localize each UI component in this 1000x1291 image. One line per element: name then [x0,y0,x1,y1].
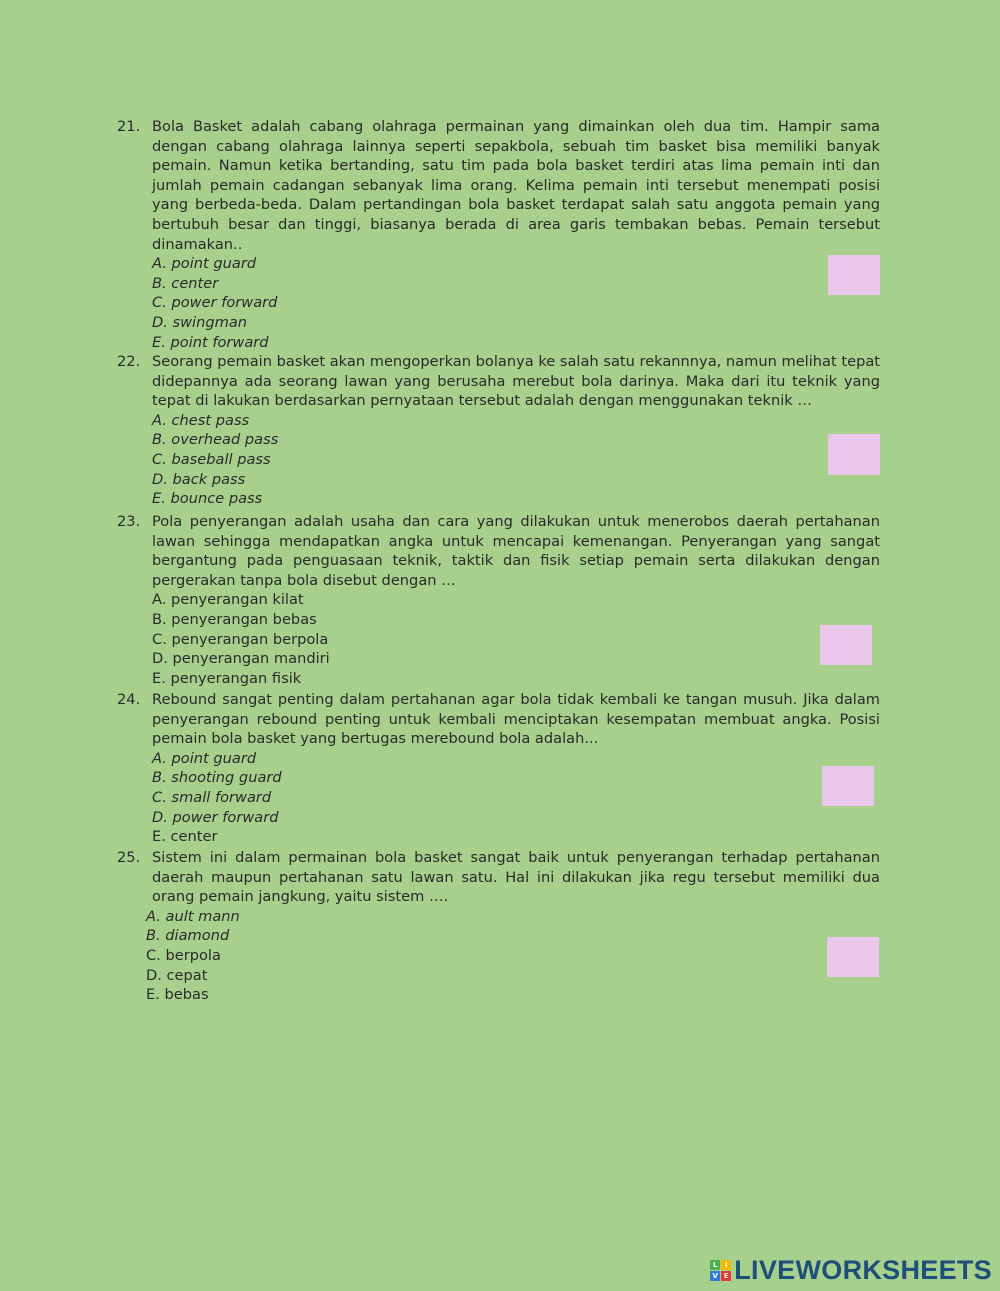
liveworksheets-logo [710,1255,992,1285]
option-a: A. point guard [152,255,257,273]
answer-input-24[interactable] [822,766,874,806]
question-number: 22. [117,353,141,370]
logo-mark-letter: E [721,1271,731,1281]
answer-input-22[interactable] [828,434,880,475]
option-a: A. point guard [152,749,257,767]
logo-mark-letter: L [710,1260,720,1270]
option-c: C. berpola [146,946,221,964]
option-b: B. penyerangan bebas [152,610,317,628]
question-22 [117,352,880,509]
option-a: A. chest pass [152,411,250,429]
logo-mark-letter: I [721,1260,731,1270]
option-c: C. baseball pass [152,450,271,468]
question-text: Seorang pemain basket akan mengoperkan bolanya ke salah satu rekannnya, namun melihat tepat didepannya ada seorang lawan yang berusaha merebut bola darinya. Maka dari itu teknik yang tepat di lakukan berdasarkan pernyataan tersebut adalah dengan menggunakan teknik … [152,353,880,410]
option-c: C. power forward [152,294,278,312]
question-23 [117,512,880,688]
logo-mark-letter: V [710,1271,720,1281]
question-text: Sistem ini dalam permainan bola basket sangat baik untuk penyerangan terhadap pertahanan daerah maupun pertahanan satu lawan satu. Hal ini dilakukan jika regu tersebut memiliki dua orang pemain jangkung, yaitu sistem …. [152,849,880,906]
option-a: A. ault mann [146,907,240,925]
option-e: E. bounce pass [152,490,263,508]
option-d: D. swingman [152,313,248,331]
option-a: A. penyerangan kilat [152,591,304,609]
option-c: C. small forward [152,788,272,806]
answer-input-25[interactable] [827,937,879,977]
option-e: E. penyerangan fisik [152,669,302,687]
answer-input-21[interactable] [828,255,880,295]
answer-input-23[interactable] [820,625,872,665]
question-number: 23. [117,513,141,530]
option-d: D. cepat [146,966,208,984]
option-b: B. shooting guard [152,769,282,787]
option-d: D. back pass [152,470,246,488]
option-b: B. overhead pass [152,431,279,449]
question-21 [117,117,880,352]
logo-text: LIVEWORKSHEETS [734,1254,992,1285]
option-b: B. diamond [146,927,230,945]
question-text: Bola Basket adalah cabang olahraga permainan yang dimainkan oleh dua tim. Hampir sama dengan cabang olahraga lainnya seperti sepakbola, sebuah tim basket bisa memiliki banyak pemain. Namun ketika bertanding, satu tim pada bola basket terdiri atas lima pemain inti dan jumlah pemain cadangan sebanyak lima orang. Kelima pemain inti tersebut menempati posisi yang berbeda-beda. Dalam pertandingan bola basket terdapat salah satu anggota pemain yang bertubuh besar dan tinggi, biasanya berada di area garis tembakan bebas. Pemain tersebut dinamakan.. [152,118,880,253]
question-24 [117,690,880,847]
question-number: 25. [117,849,141,866]
question-number: 21. [117,118,141,135]
option-b: B. center [152,274,219,292]
option-c: C. penyerangan berpola [152,630,329,648]
option-d: D. power forward [152,808,279,826]
question-25 [117,848,880,1005]
option-e: E. center [152,828,218,846]
question-number: 24. [117,691,141,708]
option-e: E. bebas [146,986,209,1004]
logo-mark-icon [710,1260,731,1281]
question-text: Rebound sangat penting dalam pertahanan agar bola tidak kembali ke tangan musuh. Jika dalam penyerangan rebound penting untuk kembali menciptakan kesempatan membuat angka. Posisi pemain bola basket yang bertugas merebound bola adalah... [152,691,880,748]
question-text: Pola penyerangan adalah usaha dan cara yang dilakukan untuk menerobos daerah pertahanan lawan sehingga mendapatkan angka untuk mencapai kemenangan. Penyerangan yang sangat bergantung pada penguasaan teknik, taktik dan fisik setiap pemain serta dilakukan dengan pergerakan tanpa bola disebut dengan … [152,513,880,589]
option-e: E. point forward [152,333,269,351]
option-d: D. penyerangan mandiri [152,650,330,668]
